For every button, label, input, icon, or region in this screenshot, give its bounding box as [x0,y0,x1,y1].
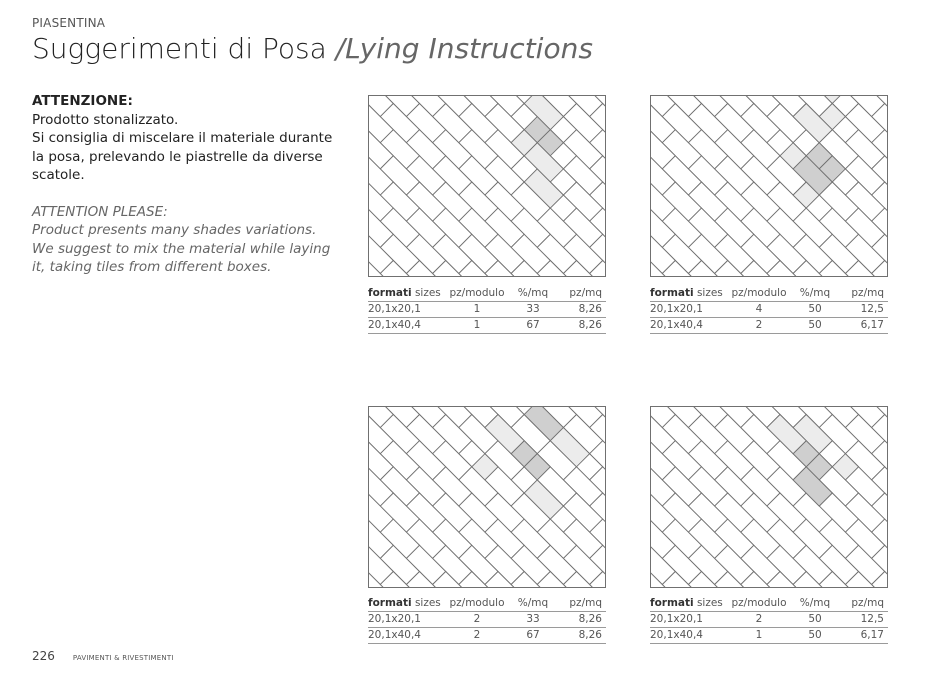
notice-block [32,92,352,277]
cell: 50 [808,303,822,315]
col-pz-modulo: pz/modulo [449,597,505,609]
cell: 1 [755,629,763,641]
cell: 4 [755,303,763,315]
col-pz-mq: pz/mq [569,287,602,299]
col-pz-mq: pz/mq [851,597,884,609]
cell: 20,1x40,4 [650,629,703,641]
col-pz-mq: pz/mq [851,287,884,299]
cell: 20,1x20,1 [650,303,703,315]
cell: 8,26 [578,303,602,315]
cell: 33 [526,613,540,625]
col-pz-modulo: pz/modulo [731,287,787,299]
col-perc-mq: %/mq [517,597,549,609]
title-main: Suggerimenti di Posa [32,32,327,65]
cell: 50 [808,319,822,331]
table-header [650,286,888,302]
col-pz-mq: pz/mq [569,597,602,609]
brand-name: PIASENTINA [32,16,106,30]
table-row [368,302,606,318]
cell: 8,26 [578,629,602,641]
table-header [650,596,888,612]
page-footer [32,649,174,663]
cell: 2 [755,613,763,625]
table-row [650,628,888,644]
pattern-drawing [650,406,888,588]
cell: 12,5 [860,613,884,625]
pattern-drawing [368,95,606,277]
col-perc-mq: %/mq [799,287,831,299]
col-pz-modulo: pz/modulo [449,287,505,299]
pattern-table-2 [650,286,888,334]
table-header [368,596,606,612]
laying-pattern-1 [368,95,606,277]
cell: 20,1x40,4 [368,629,421,641]
cell: 20,1x20,1 [368,303,421,315]
table-row [650,612,888,628]
cell: 2 [473,613,481,625]
title-sub: /Lying Instructions [335,32,593,65]
notice-en-line: it, taking tiles from different boxes. [32,259,272,275]
pattern-drawing [368,406,606,588]
notice-en-line: Product presents many shades variations. [32,222,317,238]
notice-line: Si consiglia di miscelare il materiale durante [32,130,333,146]
cell: 1 [473,319,481,331]
notice-en-heading: ATTENTION PLEASE: [32,203,168,220]
cell: 20,1x20,1 [650,613,703,625]
cell: 67 [526,319,540,331]
cell: 20,1x40,4 [368,319,421,331]
notice-heading: ATTENZIONE: [32,93,133,109]
laying-pattern-3 [368,406,606,588]
pattern-table-4 [650,596,888,644]
table-row [368,628,606,644]
cell: 8,26 [578,613,602,625]
col-formati: formati sizes [368,287,441,299]
laying-pattern-4 [650,406,888,588]
col-pz-modulo: pz/modulo [731,597,787,609]
pattern-table-1 [368,286,606,334]
page-title [32,32,593,65]
cell: 6,17 [860,629,884,641]
notice-en-line: We suggest to mix the material while laying [32,240,331,257]
cell: 33 [526,303,540,315]
cell: 20,1x40,4 [650,319,703,331]
notice-line: la posa, prelevando le piastrelle da diverse [32,148,323,165]
cell: 2 [755,319,763,331]
section-name: PAVIMENTI & RIVESTIMENTI [72,654,174,662]
laying-pattern-2 [650,95,888,277]
cell: 12,5 [860,303,884,315]
table-header [368,286,606,302]
cell: 2 [473,629,481,641]
cell: 50 [808,613,822,625]
pattern-drawing [650,95,888,277]
table-row [650,302,888,318]
col-perc-mq: %/mq [517,287,549,299]
cell: 67 [526,629,540,641]
col-formati: formati sizes [650,597,723,609]
col-formati: formati sizes [368,597,441,609]
table-row [368,612,606,628]
table-row [650,318,888,334]
pattern-table-3 [368,596,606,644]
cell: 50 [808,629,822,641]
cell: 1 [473,303,481,315]
col-formati: formati sizes [650,287,723,299]
cell: 8,26 [578,319,602,331]
cell: 6,17 [860,319,884,331]
table-row [368,318,606,334]
col-perc-mq: %/mq [799,597,831,609]
notice-line: scatole. [32,167,85,183]
page-number: 226 [32,649,55,663]
notice-line: Prodotto stonalizzato. [32,111,179,128]
cell: 20,1x20,1 [368,613,421,625]
